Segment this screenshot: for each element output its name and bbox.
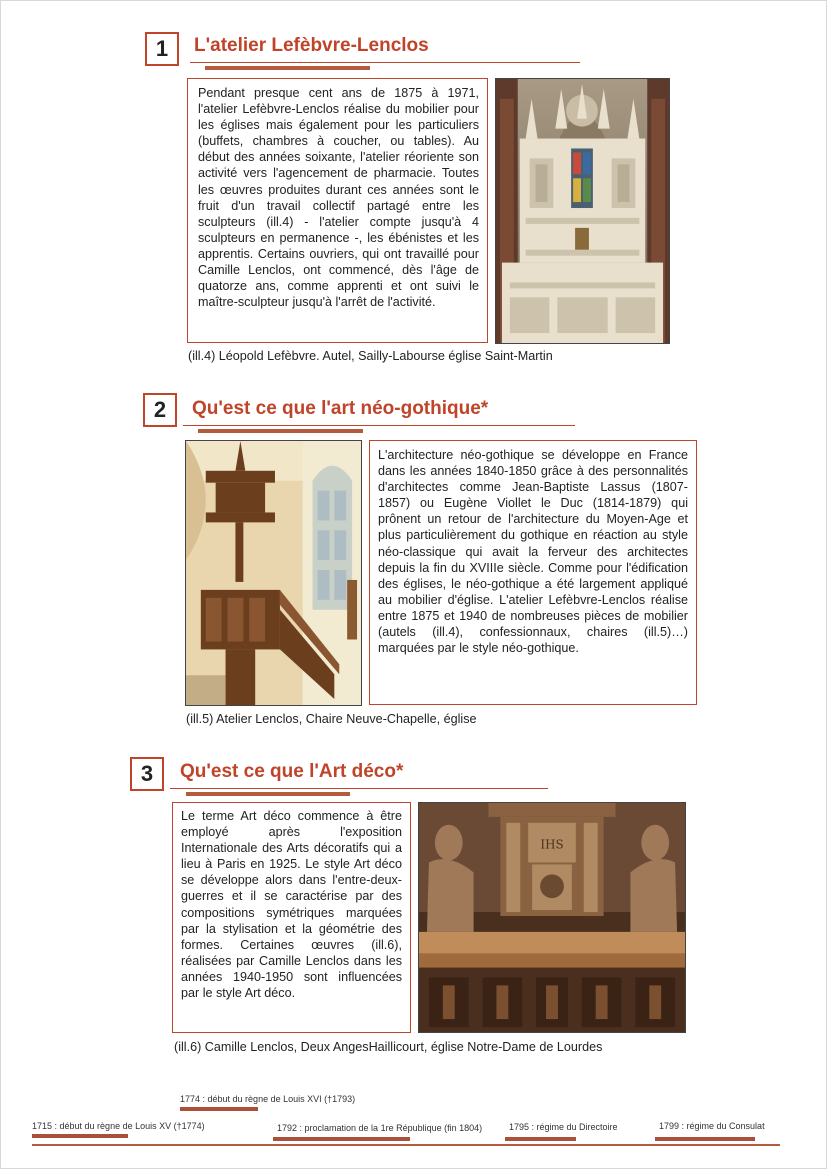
section-1-title: L'atelier Lefèbvre-Lenclos xyxy=(194,35,429,56)
altar-photo xyxy=(495,78,670,344)
section-2-text: L'architecture néo-gothique se développe en France dans les années 1840-1850 grâce à des personnalités d'architectes comme Jean-Baptiste Lassus (1807-1857) ou Eugène Viollet le Duc (1814-1879) qui prônent un retour de l'architecture du Moyen-Age et plus particulièrement du gothique en réaction au style néo-classique qui avait la ferveur des architectes depuis la fin du XVIIIe siècle. Comme pour l'édification des églises, le néo-gothique a été largement appliqué au mobilier d'église. L'atelier Lefèbvre-Lenclos réalise entre 1875 et 1940 de nombreuses pièces de mobilier (autels (ill.4), confessionnaux, chaires (ill.5)…) marquées par le style néo-gothique. xyxy=(378,448,688,656)
section-3-number: 3 xyxy=(130,757,164,791)
section-1-caption: (ill.4) Léopold Lefèbvre. Autel, Sailly-Labourse église Saint-Martin xyxy=(188,349,553,363)
section-3-text-box xyxy=(172,802,411,1033)
timeline-bar-1715 xyxy=(32,1134,128,1138)
timeline-event-1792: 1792 : proclamation de la 1re République (fin 1804) xyxy=(277,1123,483,1133)
section-3-text: Le terme Art déco commence à être employé après l'exposition Internationale des Arts décoratifs qui a lieu à Paris en 1925. Le style Art déco se développe alors dans l'entre-deux-guerres et il se caractérise par des compositions symétriques marquées par la stylisation et la géométrie des formes. Certaines œuvres (ill.6), réalisées par Camille Lenclos dans les années 1940-1950 sont influencées par le style Art déco. xyxy=(181,809,402,1001)
timeline-bar-1792 xyxy=(273,1137,410,1141)
photo-ihs-inscription: IHS xyxy=(540,837,564,852)
section-2-bar xyxy=(198,429,363,433)
angels-photo xyxy=(418,802,686,1033)
section-1-bar xyxy=(205,66,370,70)
timeline-bar-1774 xyxy=(180,1107,258,1111)
section-2-text-box xyxy=(369,440,697,705)
timeline-event-1795: 1795 : régime du Directoire xyxy=(509,1122,618,1132)
section-1-text-box xyxy=(187,78,488,343)
pulpit-photo xyxy=(185,440,362,706)
timeline-event-1715: 1715 : début du règne de Louis XV (†1774) xyxy=(32,1121,205,1131)
section-1-underline xyxy=(190,62,580,63)
section-2-underline xyxy=(183,425,575,426)
timeline-event-1774: 1774 : début du règne de Louis XVI (†1793) xyxy=(180,1094,356,1104)
timeline-bar-1795 xyxy=(505,1137,576,1141)
section-3-caption: (ill.6) Camille Lenclos, Deux AngesHaillicourt, église Notre-Dame de Lourdes xyxy=(174,1040,603,1054)
timeline-bar-1799 xyxy=(655,1137,755,1141)
section-2-title: Qu'est ce que l'art néo-gothique* xyxy=(192,398,489,419)
section-1-number: 1 xyxy=(145,32,179,66)
section-3-bar xyxy=(186,792,350,796)
timeline-axis xyxy=(32,1144,780,1146)
section-2-caption: (ill.5) Atelier Lenclos, Chaire Neuve-Chapelle, église xyxy=(186,712,477,726)
timeline-event-1799: 1799 : régime du Consulat xyxy=(659,1121,765,1131)
section-3-title: Qu'est ce que l'Art déco* xyxy=(180,761,404,782)
section-1-text: Pendant presque cent ans de 1875 à 1971, l'atelier Lefèbvre-Lenclos réalise du mobilier pour les églises mais également pour les particuliers (buffets, chambres à coucher, ou tables). Au début des années soixante, l'atelier réoriente son activité vers l'agencement de pharmacie. Toutes les œuvres produites durant ces années sont le fruit d'un travail collectif partagé entre les sculpteurs (ill.4) - l'atelier compte jusqu'à 4 sculpteurs en permanence -, les ébénistes et les apprentis. Certains ouvriers, qui ont travaillé pour Camille Lenclos, ont commencé, dès l'âge de quatorze ans, comme apprenti et ont suivi le maître-sculpteur jusqu'à l'arrêt de l'activité. xyxy=(198,86,479,310)
section-3-underline xyxy=(170,788,548,789)
section-2-number: 2 xyxy=(143,393,177,427)
